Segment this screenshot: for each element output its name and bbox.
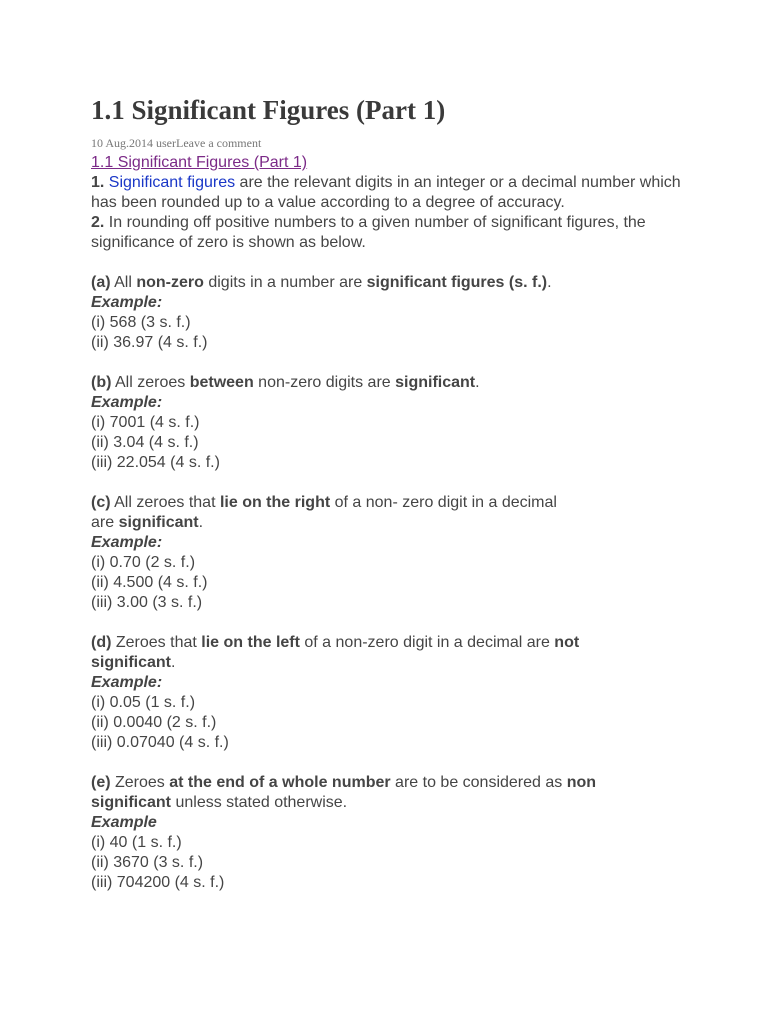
rule-text: All xyxy=(110,274,137,291)
rule-emphasis: non-zero xyxy=(136,274,204,291)
example-item: (i) 40 (1 s. f.) xyxy=(91,834,182,851)
rule-label: (b) xyxy=(91,374,112,391)
rule-emphasis: between xyxy=(189,374,254,391)
rule-statement xyxy=(91,273,691,293)
rule-d xyxy=(91,633,691,753)
rule-emphasis: not xyxy=(554,634,580,651)
rule-text: . xyxy=(198,514,204,531)
rule-text: of a non- zero digit in a decimal xyxy=(330,494,557,511)
intro-paragraph-2 xyxy=(91,213,691,253)
rule-emphasis: non xyxy=(566,774,597,791)
rule-emphasis: significant figures (s. f.) xyxy=(366,274,548,291)
rule-label: (e) xyxy=(91,774,111,791)
post-meta xyxy=(91,136,691,150)
para-text: In rounding off positive numbers to a given number of significant figures, the significance of zero is shown as below. xyxy=(91,214,646,251)
rule-text: of a non-zero digit in a decimal are xyxy=(299,634,555,651)
rule-a xyxy=(91,273,691,353)
rule-e xyxy=(91,773,691,893)
rule-emphasis: lie on the right xyxy=(219,494,331,511)
para-number: 1. xyxy=(91,174,105,191)
rule-text: non-zero digits are xyxy=(253,374,396,391)
example-item: (iii) 22.054 (4 s. f.) xyxy=(91,454,220,471)
intro-paragraph-1 xyxy=(91,173,691,213)
example-item: (iii) 0.07040 (4 s. f.) xyxy=(91,734,229,751)
article xyxy=(91,92,691,893)
post-author-link[interactable]: user xyxy=(156,136,177,150)
example-heading: Example: xyxy=(91,294,163,311)
rule-emphasis: at the end of a whole number xyxy=(169,774,391,791)
rule-label: (a) xyxy=(91,274,111,291)
rule-emphasis: significant xyxy=(395,374,476,391)
example-heading: Example: xyxy=(91,674,163,691)
rule-emphasis: significant xyxy=(91,654,172,671)
example-item: (iii) 704200 (4 s. f.) xyxy=(91,874,225,891)
rule-text: . xyxy=(475,374,480,391)
leave-comment-link[interactable]: Leave a comment xyxy=(176,136,262,150)
para-text: are the relevant digits in an integer or a decimal number which has been rounded up to a value according to a degree of accuracy. xyxy=(91,174,681,211)
para-number: 2. xyxy=(91,214,105,231)
rule-emphasis: significant xyxy=(91,794,172,811)
rule-text: Zeroes xyxy=(110,774,170,791)
example-heading: Example: xyxy=(91,394,163,411)
post-date-link[interactable]: 10 Aug.2014 xyxy=(91,136,154,150)
rule-text: . xyxy=(171,654,176,671)
example-item: (ii) 3.04 (4 s. f.) xyxy=(91,434,199,451)
example-item: (ii) 0.0040 (2 s. f.) xyxy=(91,714,217,731)
rule-text: Zeroes that xyxy=(111,634,202,651)
rule-text: unless stated otherwise. xyxy=(171,794,348,811)
example-item: (i) 0.70 (2 s. f.) xyxy=(91,554,196,571)
rule-text: . xyxy=(547,274,552,291)
rule-emphasis: lie on the left xyxy=(201,634,300,651)
rule-text: All zeroes that xyxy=(110,494,220,511)
rule-text: digits in a number are xyxy=(203,274,367,291)
rule-c xyxy=(91,493,691,613)
rule-emphasis: significant xyxy=(118,514,199,531)
example-item: (ii) 36.97 (4 s. f.) xyxy=(91,334,208,351)
rule-text: are to be considered as xyxy=(390,774,567,791)
rule-label: (d) xyxy=(91,634,112,651)
rule-statement xyxy=(91,773,691,813)
rule-statement xyxy=(91,493,691,533)
example-heading: Example: xyxy=(91,534,163,551)
significant-figures-link[interactable]: Significant figures xyxy=(108,174,236,191)
example-item: (ii) 3670 (3 s. f.) xyxy=(91,854,204,871)
rule-statement xyxy=(91,633,691,673)
rule-b xyxy=(91,373,691,473)
rule-text: All zeroes xyxy=(111,374,190,391)
rule-text: are xyxy=(91,514,119,531)
page-title: 1.1 Significant Figures (Part 1) xyxy=(91,95,446,125)
example-item: (i) 7001 (4 s. f.) xyxy=(91,414,200,431)
rule-label: (c) xyxy=(91,494,111,511)
example-heading: Example xyxy=(91,814,157,831)
example-item: (iii) 3.00 (3 s. f.) xyxy=(91,594,203,611)
rule-statement xyxy=(91,373,691,393)
content-title-link[interactable]: 1.1 Significant Figures (Part 1) xyxy=(91,154,308,171)
example-item: (i) 568 (3 s. f.) xyxy=(91,314,191,331)
example-item: (ii) 4.500 (4 s. f.) xyxy=(91,574,208,591)
example-item: (i) 0.05 (1 s. f.) xyxy=(91,694,196,711)
